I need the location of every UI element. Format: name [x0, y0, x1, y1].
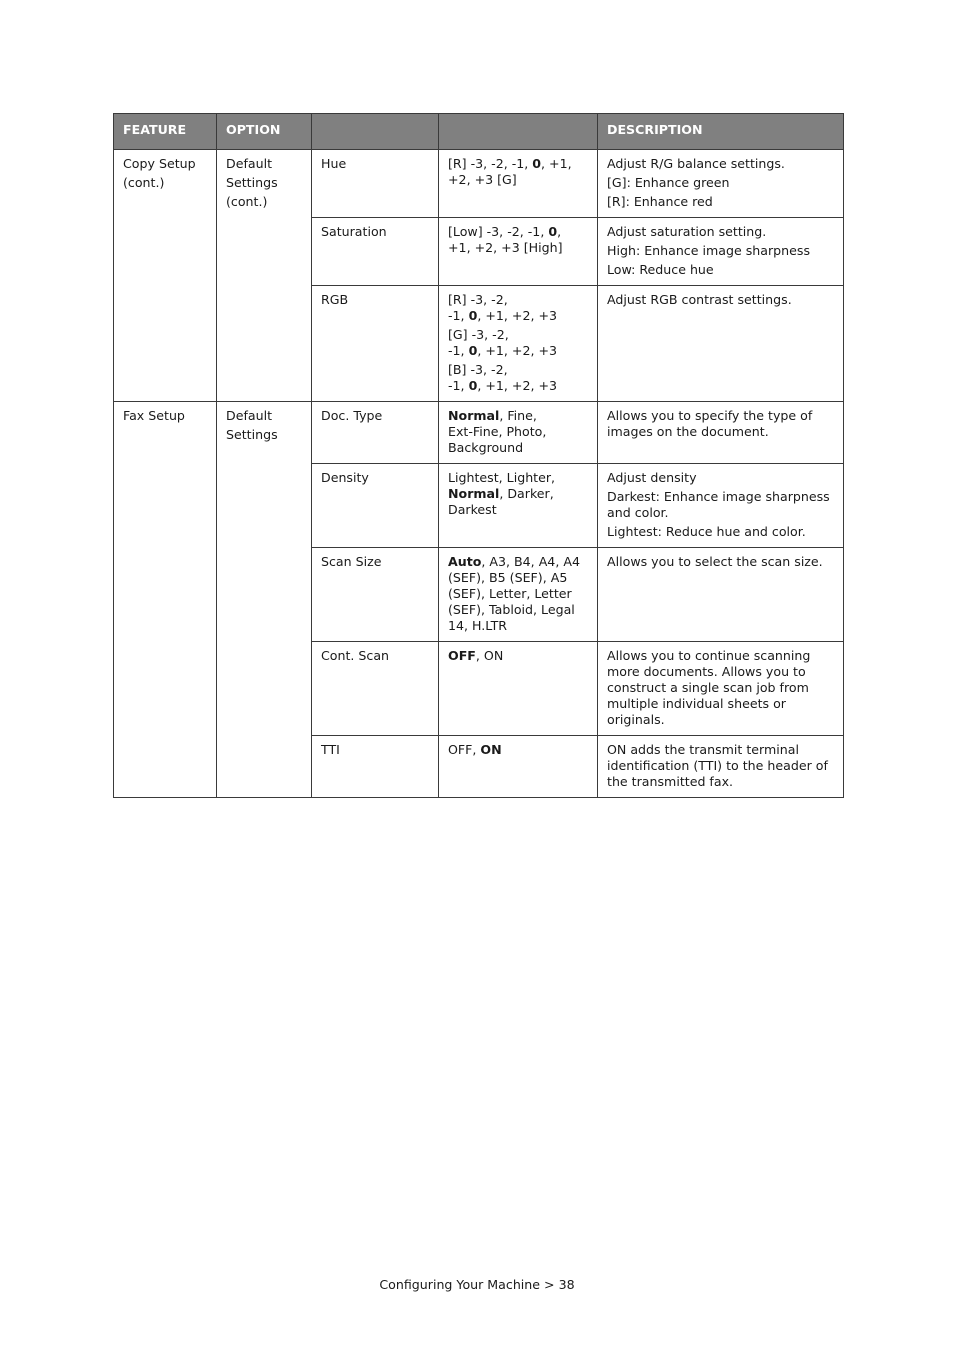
default-value: Normal — [448, 486, 500, 501]
cell-line: Lightest: Reduce hue and color. — [607, 524, 806, 539]
table-header-row — [114, 114, 844, 150]
default-value: 0 — [548, 224, 558, 239]
cell-line: Darkest: Enhance image sharpness and color. — [607, 489, 830, 520]
values-cell — [439, 218, 598, 286]
values-cell — [439, 642, 598, 736]
value-paragraph — [448, 362, 588, 394]
value-text: (SEF), B5 (SEF), A5 — [448, 570, 568, 585]
value-paragraph — [448, 554, 588, 634]
value-text: [R] -3, -2, -1, — [448, 156, 533, 171]
value-text: Darkest — [448, 502, 497, 517]
values-cell — [439, 402, 598, 464]
cell-line: Copy Setup — [123, 156, 196, 171]
setting-cell: Cont. Scan — [312, 642, 439, 736]
header-setting — [312, 114, 439, 150]
feature-cell — [114, 402, 217, 798]
setting-cell: Doc. Type — [312, 402, 439, 464]
setting-cell: Scan Size — [312, 548, 439, 642]
description-cell — [598, 218, 844, 286]
cell-line: High: Enhance image sharpness — [607, 243, 811, 258]
value-text: -1, — [448, 378, 469, 393]
value-text: , A3, B4, A4, A4 — [481, 554, 580, 569]
value-text: , Fine, — [499, 408, 537, 423]
header-values — [439, 114, 598, 150]
value-text: , — [557, 224, 562, 239]
option-cell — [217, 402, 312, 798]
default-value: 0 — [468, 343, 478, 358]
value-text: OFF, — [448, 742, 481, 757]
description-cell — [598, 402, 844, 464]
value-paragraph — [448, 470, 588, 518]
table-row — [114, 402, 844, 464]
value-paragraph — [448, 156, 588, 188]
values-cell — [439, 150, 598, 218]
value-text: , +1, +2, +3 — [477, 343, 558, 358]
page-footer: Configuring Your Machine > 38 — [379, 1277, 575, 1292]
value-text: (SEF), Tabloid, Legal — [448, 602, 575, 617]
default-value: OFF — [448, 648, 476, 663]
value-paragraph — [448, 742, 588, 758]
cell-line: Fax Setup — [123, 408, 185, 423]
value-text: , ON — [475, 648, 504, 663]
header-description: DESCRIPTION — [598, 114, 844, 150]
cell-line: Settings — [226, 427, 278, 442]
default-value: Auto — [448, 554, 482, 569]
cell-line: Default — [226, 156, 273, 171]
value-text: [R] -3, -2, — [448, 292, 508, 307]
value-text: , +1, +2, +3 — [477, 378, 558, 393]
cell-line: Allows you to specify the type of images on the document. — [607, 408, 813, 439]
default-value: 0 — [532, 156, 542, 171]
value-text: +1, +2, +3 [High] — [448, 240, 563, 255]
description-cell — [598, 548, 844, 642]
values-cell — [439, 736, 598, 798]
default-value: ON — [480, 742, 502, 757]
value-text: (SEF), Letter, Letter — [448, 586, 572, 601]
description-cell — [598, 736, 844, 798]
description-cell — [598, 464, 844, 548]
value-paragraph — [448, 224, 588, 256]
cell-line: Allows you to select the scan size. — [607, 554, 823, 569]
value-text: Background — [448, 440, 524, 455]
value-text: [B] -3, -2, — [448, 362, 508, 377]
value-text: +2, +3 [G] — [448, 172, 517, 187]
default-value: 0 — [468, 378, 478, 393]
table-row — [114, 150, 844, 218]
cell-line: (cont.) — [226, 194, 268, 209]
setting-cell: RGB — [312, 286, 439, 402]
setting-cell: TTI — [312, 736, 439, 798]
cell-line: Adjust R/G balance settings. — [607, 156, 785, 171]
description-cell — [598, 286, 844, 402]
value-paragraph — [448, 292, 588, 324]
value-text: -1, — [448, 343, 469, 358]
value-text: , +1, +2, +3 — [477, 308, 558, 323]
value-text: [G] -3, -2, — [448, 327, 509, 342]
setting-cell: Hue — [312, 150, 439, 218]
value-paragraph — [448, 408, 588, 456]
value-text: -1, — [448, 308, 469, 323]
cell-line: [R]: Enhance red — [607, 194, 713, 209]
values-cell — [439, 548, 598, 642]
value-text: , +1, — [541, 156, 572, 171]
description-cell — [598, 642, 844, 736]
cell-line: Default — [226, 408, 273, 423]
value-paragraph — [448, 327, 588, 359]
option-cell — [217, 150, 312, 402]
default-value: 0 — [468, 308, 478, 323]
values-cell — [439, 464, 598, 548]
value-text: [Low] -3, -2, -1, — [448, 224, 549, 239]
description-cell — [598, 150, 844, 218]
cell-line: [G]: Enhance green — [607, 175, 730, 190]
cell-line: Adjust density — [607, 470, 697, 485]
cell-line: ON adds the transmit terminal identification (TTI) to the header of the transmitted fax. — [607, 742, 828, 789]
value-text: , Darker, — [499, 486, 554, 501]
header-option: OPTION — [217, 114, 312, 150]
setting-cell: Saturation — [312, 218, 439, 286]
header-feature: FEATURE — [114, 114, 217, 150]
setting-cell: Density — [312, 464, 439, 548]
default-value: Normal — [448, 408, 500, 423]
value-text: 14, H.LTR — [448, 618, 508, 633]
cell-line: Adjust saturation setting. — [607, 224, 767, 239]
settings-table — [113, 113, 844, 798]
values-cell — [439, 286, 598, 402]
value-text: Ext-Fine, Photo, — [448, 424, 547, 439]
cell-line: (cont.) — [123, 175, 165, 190]
cell-line: Adjust RGB contrast settings. — [607, 292, 792, 307]
value-paragraph — [448, 648, 588, 664]
value-text: Lightest, Lighter, — [448, 470, 556, 485]
cell-line: Allows you to continue scanning more documents. Allows you to construct a single scan job from multiple individual sheets or originals. — [607, 648, 811, 727]
cell-line: Settings — [226, 175, 278, 190]
feature-cell — [114, 150, 217, 402]
cell-line: Low: Reduce hue — [607, 262, 714, 277]
